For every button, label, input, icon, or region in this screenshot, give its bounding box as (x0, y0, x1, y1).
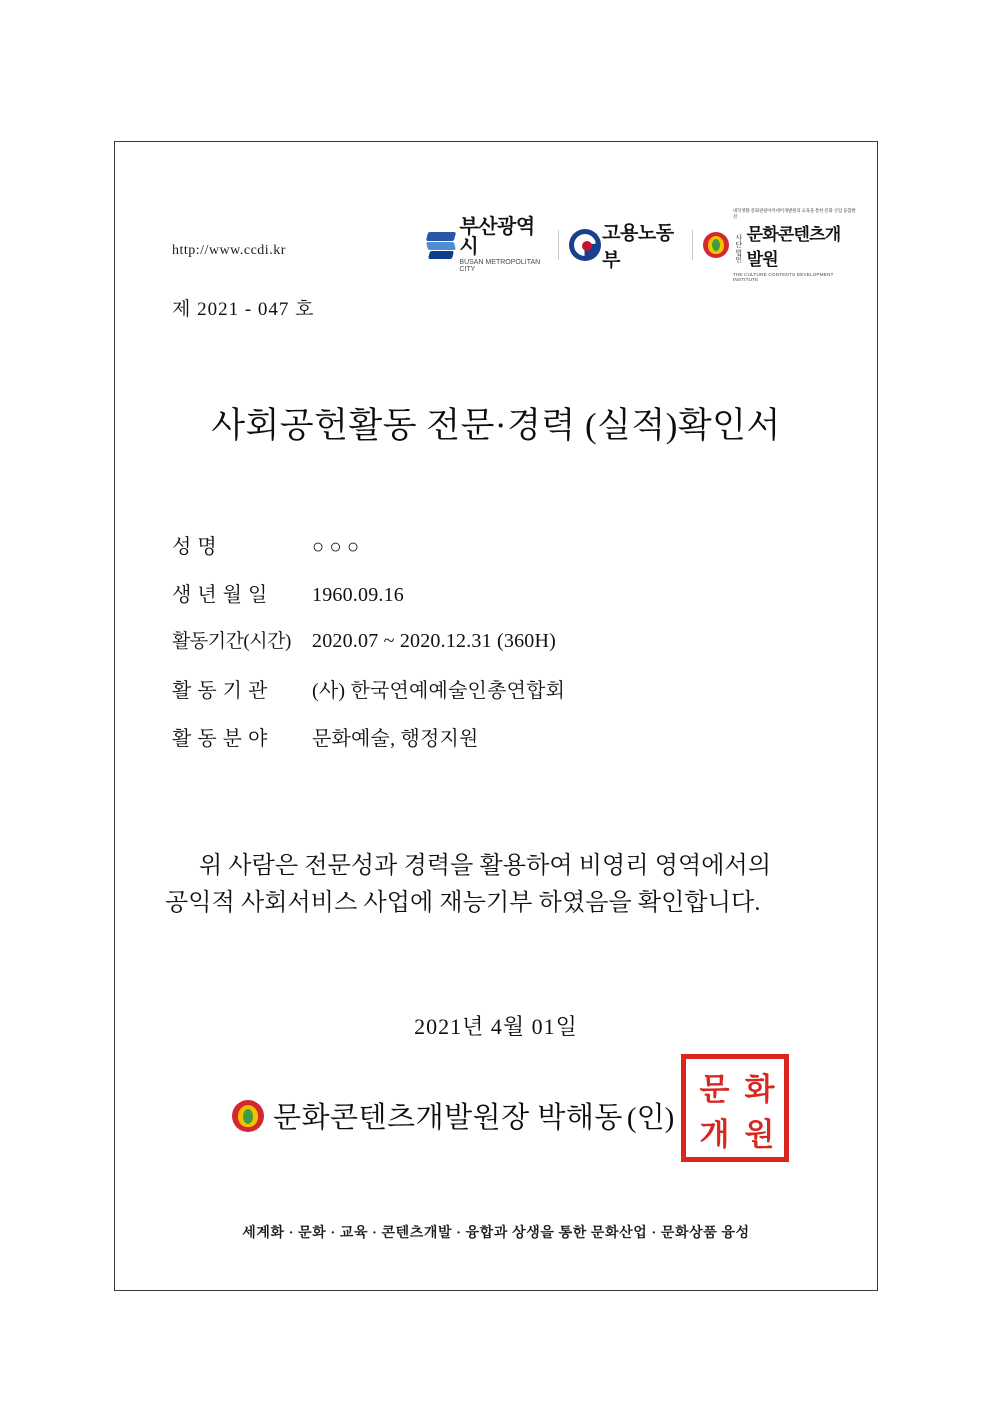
certificate-title: 사회공헌활동 전문·경력 (실적)확인서 (211, 406, 781, 445)
statement-line-1: 위 사람은 전문성과 경력을 활용하여 비영리 영역에서의 (199, 853, 772, 879)
document-number: 제 2021 - 047 호 (172, 299, 315, 320)
seal-placeholder-text: (인) (626, 1102, 675, 1134)
official-seal-stamp (681, 1054, 789, 1162)
busan-logo (424, 216, 548, 273)
field-label-area: 활 동 분 야 (172, 728, 268, 750)
field-row (172, 626, 812, 674)
field-value-birthdate: 1960.09.16 (312, 584, 404, 606)
ccdi-logo (703, 208, 856, 282)
busan-emblem-icon (424, 228, 454, 262)
field-label-birthdate: 생 년 월 일 (172, 584, 268, 606)
field-value-period: 2020.07 ~ 2020.12.31 (360H) (312, 630, 556, 652)
logo-divider (558, 230, 559, 260)
ccdi-emblem-icon (232, 1100, 264, 1132)
certificate-statement (165, 848, 837, 922)
field-label-organization: 활 동 기 관 (172, 680, 268, 702)
field-row (172, 578, 812, 626)
seal-character: 문 (699, 1072, 728, 1107)
busan-logo-en: BUSAN METROPOLITAN CITY (459, 259, 541, 273)
field-label-period: 활동기간(시간) (172, 631, 291, 652)
ccdi-badge-line1: 사단 (735, 234, 743, 250)
field-list (172, 530, 812, 770)
field-value-organization: (사) 한국연예예술인총연합회 (312, 680, 566, 702)
ccdi-logo-en: THE CULTURE CONTENTS DEVELOPMENT INSTITUTE (732, 271, 834, 282)
moel-logo (569, 222, 682, 271)
seal-character: 원 (744, 1117, 773, 1152)
moel-emblem-icon (569, 229, 598, 261)
busan-logo-ko: 부산광역시 (459, 216, 535, 258)
field-row (172, 674, 812, 722)
signatory-name: 문화콘텐츠개발원장 박해동 (273, 1102, 623, 1134)
field-value-name: ○ ○ ○ (312, 536, 360, 558)
ccdi-emblem-icon (703, 232, 729, 258)
moel-logo-ko: 고용노동부 (602, 223, 674, 271)
website-url: http://www.ccdi.kr (172, 243, 286, 258)
ccdi-logo-tagline: 대학생활·문화관광아카데미개발원의 교육을 통한 문화 산업 융합발전 (732, 208, 856, 219)
seal-character: 개 (699, 1117, 728, 1152)
field-label-name: 성 명 (172, 536, 218, 558)
ccdi-corporation-badge (733, 235, 745, 264)
logo-strip (424, 208, 856, 282)
issue-date: 2021년 4월 01일 (414, 1014, 578, 1039)
field-value-area: 문화예술, 행정지원 (312, 728, 479, 750)
ccdi-badge-line2: 법인 (735, 249, 743, 264)
field-row (172, 530, 812, 578)
signature-line (232, 1095, 674, 1136)
seal-character: 화 (744, 1072, 773, 1107)
field-row (172, 722, 812, 770)
logo-divider (692, 230, 693, 260)
ccdi-logo-ko: 문화콘텐츠개발원 (746, 224, 841, 269)
statement-line-2: 공익적 사회서비스 사업에 재능기부 하였음을 확인합니다. (165, 890, 761, 917)
footer-tagline: 세계화 · 문화 · 교육 · 콘텐츠개발 · 융합과 상생을 통한 문화산업 · 문화상품 융성 (242, 1226, 750, 1241)
